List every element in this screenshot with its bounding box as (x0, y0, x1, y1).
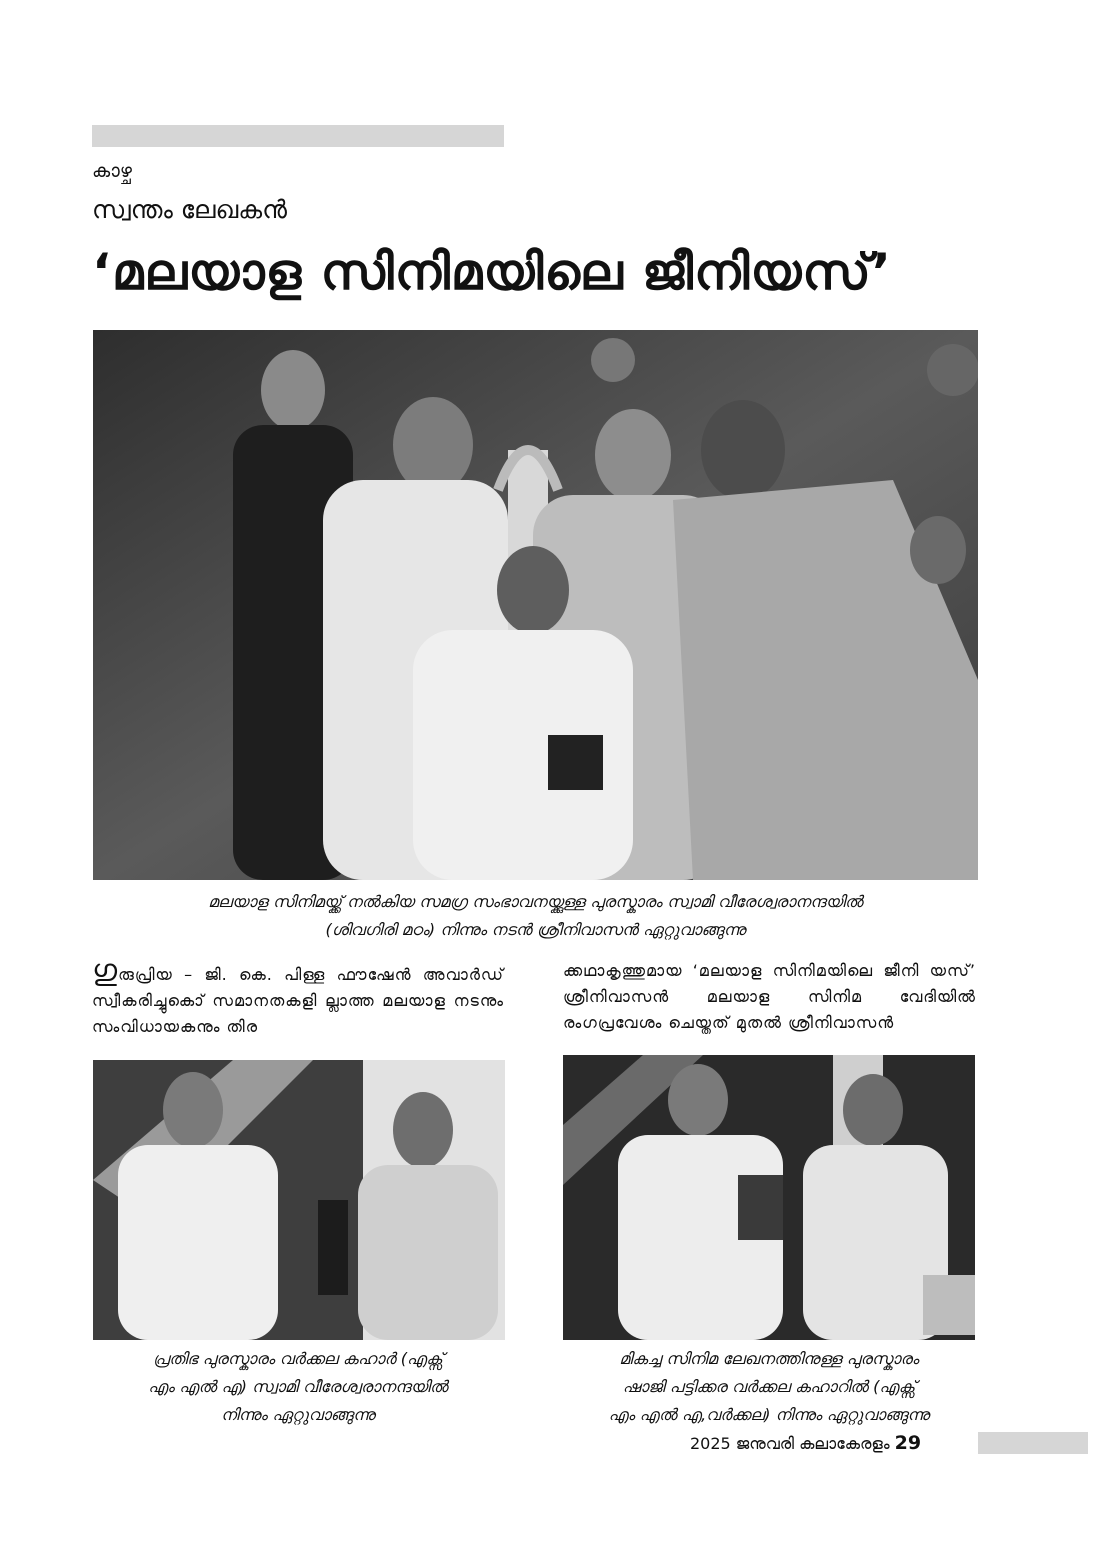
article-headline: ‘മലയാള സിനിമയിലെ ജീനിയസ്’ (92, 243, 892, 301)
author-byline: സ്വന്തം ലേഖകൻ (92, 195, 287, 224)
main-photo-caption (93, 888, 978, 944)
footer-issue: 2025 ജനുവരി കലാകേരളം (690, 1434, 890, 1453)
page-footer (690, 1432, 921, 1454)
main-caption-line-2: (ശിവഗിരി മഠം) നിന്നും നടൻ ശ്രീനിവാസൻ ഏറ്റുവാങ്ങുന്നു (325, 920, 746, 939)
article-column-left (92, 953, 504, 1040)
right-caption-line-2: ഷാജി പട്ടിക്കര വർക്കല കഹാറിൽ (എക്സ് (622, 1377, 916, 1396)
top-gray-bar (92, 125, 504, 147)
award-photo-right (563, 1055, 975, 1340)
award-photo-right-illustration (563, 1055, 975, 1340)
award-photo-left-illustration (93, 1060, 505, 1340)
left-caption-line-3: നിന്നും ഏറ്റുവാങ്ങുന്നു (221, 1405, 375, 1424)
main-photo-illustration (93, 330, 978, 880)
right-column-text: ക്കഥാകൃത്തുമായ ‘മലയാള സിനിമയിലെ ജീനി യസ്’ ശ്രീനിവാസൻ മലയാള സിനിമ വേദിയിൽ രംഗപ്രവേശം ചെയ്തത് മുതൽ ശ്രീനിവാസൻ (563, 961, 976, 1032)
left-caption-line-1: പ്രതിഭ പുരസ്കാരം വർക്കല കഹാർ (എക്സ് (153, 1349, 443, 1368)
section-label: കാഴ്ച (92, 160, 132, 182)
main-photo (93, 330, 978, 880)
left-column-text: രുപ്രിയ – ജി. കെ. പിള്ള ഫൗഷേൻ അവാർഡ് സ്വീകരിച്ചുകൊ് സമാനതകളി ല്ലാത്ത മലയാള നടനും സംവിധായകനും തിര (92, 965, 504, 1036)
right-caption-line-3: എം എൽ എ,വർക്കല) നിന്നും ഏറ്റുവാങ്ങുന്നു (608, 1405, 930, 1424)
main-caption-line-1: മലയാള സിനിമയ്ക്ക് നൽകിയ സമഗ്ര സംഭാവനയ്ക്കുള്ള പുരസ്കാരം സ്വാമി വീരേശ്വരാനന്ദയിൽ (208, 892, 863, 911)
award-photo-right-caption (563, 1345, 975, 1429)
award-photo-left-caption (92, 1345, 504, 1429)
drop-cap: ഗു (92, 953, 119, 988)
bottom-gray-bar (978, 1432, 1088, 1454)
award-photo-left (93, 1060, 505, 1340)
page-number: 29 (894, 1432, 922, 1454)
right-caption-line-1: മികച്ച സിനിമ ലേഖനത്തിനുള്ള പുരസ്കാരം (619, 1349, 919, 1368)
article-column-right (563, 958, 976, 1036)
left-caption-line-2: എം എൽ എ) സ്വാമി വീരേശ്വരാനന്ദയിൽ (148, 1377, 448, 1396)
